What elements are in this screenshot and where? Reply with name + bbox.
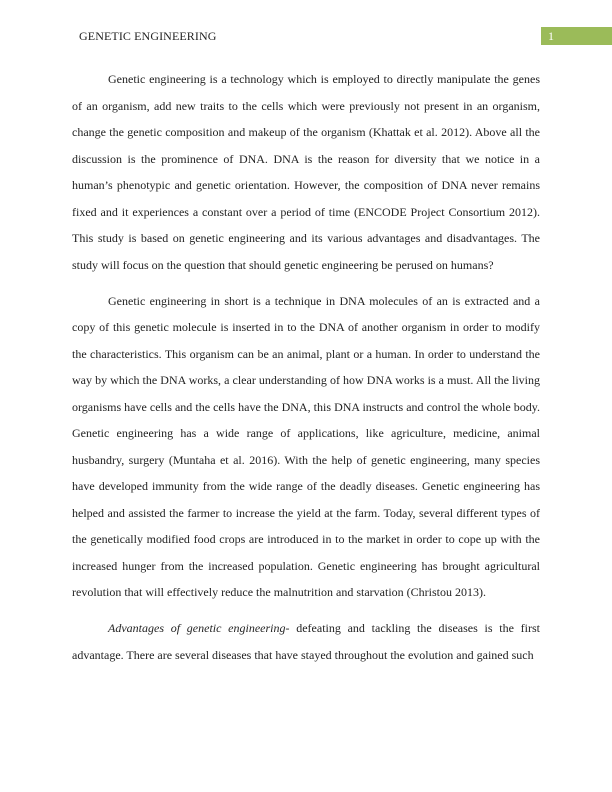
document-body	[72, 66, 540, 678]
advantages-heading: Advantages of genetic engineering	[108, 621, 286, 635]
paragraph-genetic-engineering-overview: Genetic engineering in short is a technique in DNA molecules of an is extracted and a copy of this genetic molecule is inserted in to the DNA of another organism in order to modify the characteristics. This organism can be an animal, plant or a human. In order to understand the way by which the DNA works, a clear understanding of how DNA works is a must. All the living organisms have cells and the cells have the DNA, this DNA instructs and control the whole body. Genetic engineering has a wide range of applications, like agriculture, medicine, animal husbandry, surgery (Muntaha et al. 2016). With the help of genetic engineering, many species have developed immunity from the wide range of the deadly diseases. Genetic engineering has helped and assisted the farmer to increase the yield at the farm. Today, several different types of the genetically modified food crops are introduced in to the market in order to cope up with the increased hunger from the increased population. Genetic engineering has brought agricultural revolution that will effectively reduce the malnutrition and starvation (Christou 2013).	[72, 293, 540, 599]
page-number: 1	[541, 27, 612, 45]
advantages-text: - defeating and tackling the diseases is the first advantage. There are several diseases that have stayed throughout the evolution and gained such	[72, 621, 540, 662]
running-head-title: GENETIC ENGINEERING	[79, 29, 217, 43]
paragraph-introduction: Genetic engineering is a technology which is employed to directly manipulate the genes of an organism, add new traits to the cells which were previously not present in an organism, change the genetic composition and makeup of the organism (Khattak et al. 2012). Above all the discussion is the prominence of DNA. DNA is the reason for diversity that we notice in a human’s phenotypic and genetic orientation. However, the composition of DNA never remains fixed and it experiences a constant over a period of time (ENCODE Project Consortium 2012). This study is based on genetic engineering and its various advantages and disadvantages. The study will focus on the question that should genetic engineering be perused on humans?	[72, 72, 540, 272]
paragraph-advantages	[72, 615, 540, 668]
